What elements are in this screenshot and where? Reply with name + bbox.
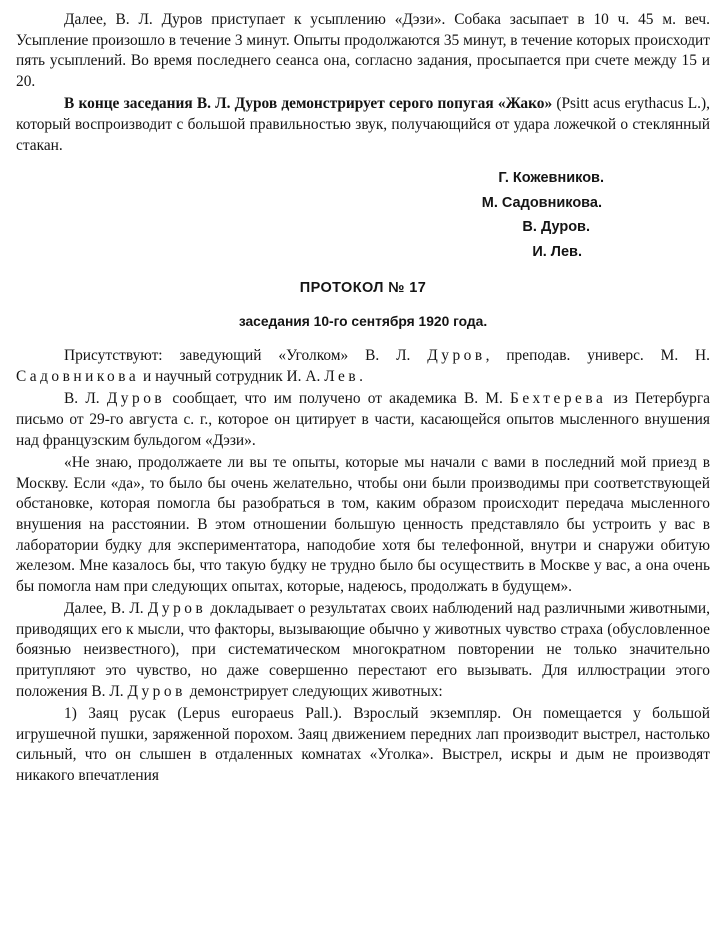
attendance-name-durov: Дуров — [427, 347, 486, 365]
protocol-title: ПРОТОКОЛ № 17 — [299, 280, 427, 297]
paragraph-dog-hypnosis: Далее, В. Л. Дуров приступает к усыплению «Дэзи». Собака засыпает в 10 ч. 45 м. веч. Усыпление произошло в течение 3 минут. Опыты продолжаются 35 минут, в течение которых происходит пять усыплений. Во время последнего сеанса она, согласно задания, просыпается при счете между 15 и 20. — [16, 11, 710, 90]
fear-name-durov-2: Дуров — [127, 682, 186, 700]
paragraph-attendance — [16, 346, 710, 387]
signature-durov: В. Дуров. — [522, 219, 590, 236]
bekhterev-name-bekhterev: Бехтерева — [510, 390, 607, 408]
fear-text-1: Далее, В. Л. — [64, 600, 148, 618]
paragraph-fear-observations — [16, 599, 710, 702]
paragraph-letter-quote: «Не знаю, продолжаете ли вы те опыты, которые мы начали с вами в последний мой приезд в Москву. Если «да», то было бы очень желательно, чтобы они были производимы при соответствующей обстановке, которая помогла бы разобраться в том, каким образом происходит передача мысленного внушения на расстоянии. В этом отношении большую ценность представляло бы устроить у вас в лаборатории будку для экспериментатора, наподобие хотя бы телефонной, внутри и снаружи обитую железом. Мне казалось бы, что такую будку не трудно было бы осуществить в Москве у вас, а она очень бы помогла нам при следующих опытах, которые, надеюсь, продолжать в будущем». — [16, 454, 710, 595]
fear-text-2: докладывает о результатах своих наблюдений над различными животными, приводящих его к мысли, что факторы, вызывающие обычно у животных чувство страха (обусловленное боязнью неизвестного), при систематическом многократном повторении не только значительно притупляют это чувство, но даже совершенно перестают его вызывать. Для иллюстрации этого положения В. Л. — [16, 600, 710, 700]
fear-name-durov-1: Дуров — [147, 600, 207, 618]
signature-block — [16, 166, 710, 264]
attendance-text-2: , преподав. универс. М. Н. — [485, 347, 710, 365]
attendance-text-3: и научный сотрудник И. А. — [139, 367, 325, 385]
parrot-lead-text: В конце заседания В. Л. Дуров демонстрирует серого попугая «Жако» — [64, 95, 553, 113]
signature-kozhevnikov: Г. Кожевников. — [498, 170, 604, 187]
bekhterev-text-1: В. Л. — [64, 390, 107, 408]
signature-lev: И. Лев. — [532, 243, 582, 260]
bekhterev-text-3: из Петербурга письмо от 29-го августа с. г., которое он цитирует в части, касающейся опытов мысленного внушения над французским бульдогом «Дэзи». — [16, 390, 710, 449]
bekhterev-name-durov: Дуров — [106, 390, 166, 408]
attendance-text-4: . — [359, 367, 363, 385]
paragraph-bekhterev-letter-intro — [16, 389, 710, 451]
paragraph-hare-demo: 1) Заяц русак (Lepus europaeus Pall.). Взрослый экземпляр. Он помещается у большой игрушечной пушки, заряженной порохом. Заяц движением передних лап производит выстрел, настолько сильный, что он слышен в отдаленных комнатах «Уголка». Выстрел, искры и дым не производят никакого впечатления — [16, 705, 710, 785]
fear-text-3: демонстрирует следующих животных: — [185, 682, 443, 700]
signature-sadovnikova: М. Садовникова. — [481, 194, 602, 211]
attendance-text-1: Присутствуют: заведующий «Уголком» В. Л. — [64, 347, 428, 365]
parrot-rest-text: (Psitt acus erythacus L.), который воспроизводит с большой правильностью звук, получающийся от удара ложечкой о стеклянный стакан. — [16, 95, 710, 154]
attendance-name-sadovnikova: Садовникова — [16, 367, 140, 385]
bekhterev-text-2: сообщает, что им получено от академика В. М. — [165, 390, 511, 408]
paragraph-parrot-demo — [16, 94, 710, 156]
attendance-name-lev: Лев — [324, 367, 360, 385]
protocol-subtitle: заседания 10-го сентября 1920 года. — [238, 314, 488, 330]
